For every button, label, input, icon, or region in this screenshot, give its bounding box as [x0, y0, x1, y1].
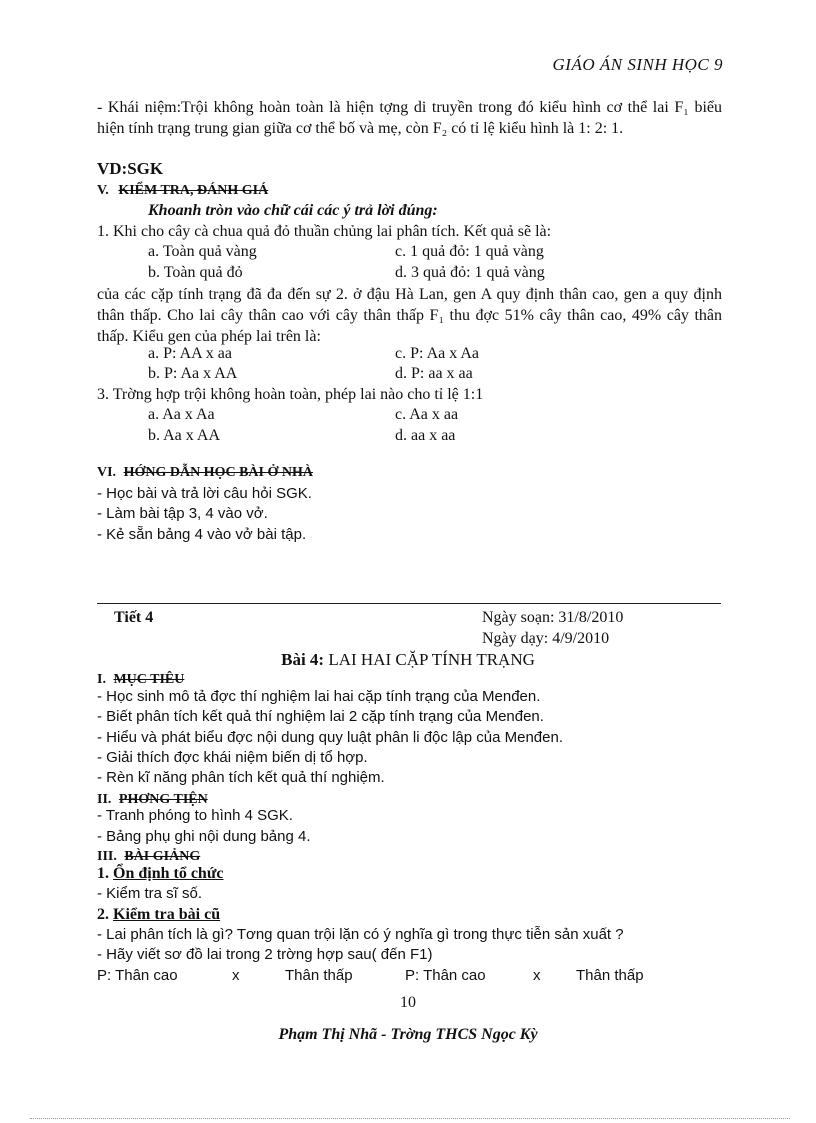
section-2-number: II.	[97, 792, 112, 807]
objective-3: - Hiểu và phát biểu đợc nội dung quy luật phân li độc lập của Menđen.	[97, 729, 563, 746]
objective-5: - Rèn kĩ năng phân tích kết quả thí nghiệm.	[97, 769, 385, 786]
cross-1-parent-short: Thân thấp	[285, 967, 353, 984]
question-1-option-d: d. 3 quả đỏ: 1 quả vàng	[395, 264, 545, 281]
tool-item-2: - Bảng phụ ghi nội dung bảng 4.	[97, 828, 311, 845]
objective-1: - Học sinh mô tả đợc thí nghiệm lai hai cặp tính trạng của Menđen.	[97, 688, 541, 705]
document-footer: Phạm Thị Nhã - Trờng THCS Ngọc Kỳ	[278, 1026, 538, 1043]
tool-item-1: - Tranh phóng to hình 4 SGK.	[97, 807, 293, 824]
subsection-2-heading	[97, 905, 220, 925]
bottom-dotted-line	[30, 1118, 790, 1119]
homework-item-3: - Kẻ sẵn bảng 4 vào vở bài tập.	[97, 526, 307, 543]
section-1-title: MỤC TIÊU	[113, 672, 185, 687]
question-3-option-c: c. Aa x aa	[395, 406, 459, 423]
cross-2-parent-tall: P: Thân cao	[405, 967, 486, 984]
section-1-number: I.	[97, 672, 106, 687]
page-number: 10	[400, 994, 416, 1011]
lesson-period: Tiết 4	[114, 609, 154, 626]
section-3-title: BÀI GIẢNG	[124, 849, 201, 864]
question-3-option-b: b. Aa x AA	[148, 427, 220, 444]
roll-call: - Kiểm tra sĩ số.	[97, 885, 203, 902]
objective-4: - Giải thích đợc khái niệm biến dị tổ hợp.	[97, 749, 368, 766]
lesson-name: LAI HAI CẶP TÍNH TRẠNG	[328, 650, 535, 669]
question-2-option-c: c. P: Aa x Aa	[395, 345, 479, 362]
section-6-title: HỚNG DẪN HỌC BÀI Ở NHÀ	[123, 465, 313, 480]
question-2-text: của các cặp tính trạng đã đa đến sự 2. ở đậu Hà Lan, gen A quy định thân cao, gen a quy định thân thấp. Cho lai cây thân cao với cây thân thấp F₁ thu đợc 51% cây thân cao, 49% cây thân thấp. Kiểu gen của phép lai trên là:	[97, 286, 722, 345]
lesson-number: Bài 4:	[281, 650, 325, 669]
cross-1-symbol: x	[232, 967, 240, 984]
question-3-option-d: d. aa x aa	[395, 427, 456, 444]
section-5-number: V.	[97, 183, 109, 198]
cross-1-parent-tall: P: Thân cao	[97, 967, 178, 984]
question-3-option-a: a. Aa x Aa	[148, 406, 215, 423]
homework-item-2: - Làm bài tập 3, 4 vào vở.	[97, 505, 268, 522]
example-line: VD:SGK	[97, 159, 164, 178]
question-2-option-a: a. P: AA x aa	[148, 345, 232, 362]
subsection-1-title: Ổn định tổ chức	[113, 865, 224, 882]
question-1-option-b: b. Toàn quả đỏ	[148, 264, 243, 281]
subsection-1-heading	[97, 864, 224, 884]
divider-line	[97, 603, 721, 604]
cross-2-parent-short: Thân thấp	[576, 967, 644, 984]
question-1: 1. Khi cho cây cà chua quả đỏ thuần chủng lai phân tích. Kết quả sẽ là:	[97, 223, 552, 240]
objective-2: - Biết phân tích kết quả thí nghiệm lai 2 cặp tính trạng của Menđen.	[97, 708, 544, 725]
review-question-2: - Hãy viết sơ đồ lai trong 2 trờng hợp sau( đến F1)	[97, 946, 433, 963]
question-2-option-d: d. P: aa x aa	[395, 365, 473, 382]
homework-item-1: - Học bài và trả lời câu hỏi SGK.	[97, 485, 312, 502]
section-5-heading	[97, 181, 268, 201]
question-1-option-c: c. 1 quả đỏ: 1 quả vàng	[395, 243, 544, 260]
subsection-2-title: Kiểm tra bài cũ	[113, 906, 221, 923]
question-2-option-b: b. P: Aa x AA	[148, 365, 238, 382]
document-header: GIÁO ÁN SINH HỌC 9	[552, 55, 723, 74]
review-question-1: - Lai phân tích là gì? Tơng quan trội lặn có ý nghĩa gì trong thực tiễn sản xuất ?	[97, 926, 624, 943]
subsection-1-number: 1.	[97, 865, 109, 882]
cross-2-symbol: x	[533, 967, 541, 984]
subsection-2-number: 2.	[97, 906, 109, 923]
section-2-title: PHƠNG TIỆN	[118, 792, 208, 807]
section-6-number: VI.	[97, 465, 117, 480]
teach-date: Ngày dạy: 4/9/2010	[482, 630, 610, 647]
question-3: 3. Trờng hợp trội không hoàn toàn, phép lai nào cho tỉ lệ 1:1	[97, 386, 484, 403]
lesson-title	[0, 650, 816, 670]
quiz-instruction: Khoanh tròn vào chữ cái các ý trả lời đúng:	[148, 202, 438, 219]
section-5-title: KIỂM TRA, ĐÁNH GIÁ	[118, 183, 269, 198]
concept-paragraph: - Khái niệm:Trội không hoàn toàn là hiện tợng di truyền trong đó kiểu hình cơ thể lai F₁ biểu hiện tính trạng trung gian giữa cơ thể bố và mẹ, còn F₂ có tỉ lệ kiểu hình là 1: 2: 1.	[97, 99, 722, 137]
question-1-option-a: a. Toàn quả vàng	[148, 243, 257, 260]
section-3-number: III.	[97, 849, 117, 864]
section-6-heading	[97, 463, 313, 483]
prep-date: Ngày soạn: 31/8/2010	[482, 609, 624, 626]
